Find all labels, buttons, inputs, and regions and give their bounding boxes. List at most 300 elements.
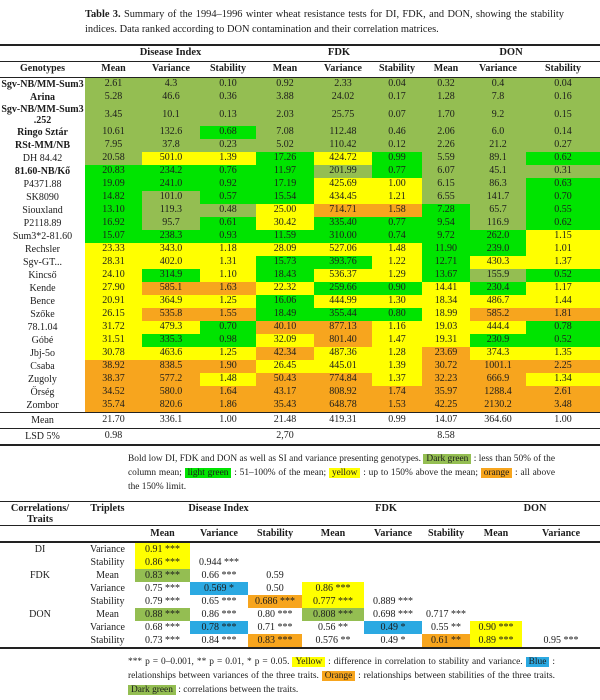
correlation-cell [522,582,600,595]
value-cell: 11.97 [256,165,314,178]
value-cell: 20.58 [85,152,142,165]
genotype-row [0,91,600,104]
value-cell: 0.32 [422,77,470,91]
genotype-name: Rechsler [25,243,60,255]
value-cell: 445.01 [314,360,372,373]
value-cell: 310.00 [314,230,372,243]
genotype-name: Csaba [30,360,55,372]
correlation-cell [302,569,364,582]
genotype-name: Sgv-NB/MM-Sum3 [1,78,84,90]
value-cell: 238.3 [142,230,200,243]
genotype-row [0,126,600,139]
value-cell: 580.0 [142,386,200,399]
correlation-cell: 0.91 *** [135,542,190,556]
genotype-name: DH 84.42 [22,152,63,164]
value-cell: 536.37 [314,269,372,282]
correlation-cell: 0.944 *** [199,556,239,568]
legend-swatch: Dark green [128,685,176,695]
value-cell: 2.33 [314,77,372,91]
value-cell: 0.04 [526,77,600,91]
column-header-variance: Variance [470,61,526,77]
value-cell: 0.27 [526,139,600,152]
correlation-cell [522,556,600,569]
value-cell: 241.0 [142,178,200,191]
value-cell: 26.45 [256,360,314,373]
value-cell: 119.3 [142,204,200,217]
value-cell: 13.67 [422,269,470,282]
column-header-genotypes: Genotypes [0,61,85,77]
value-cell: 9.2 [470,104,526,126]
correlation-cell [364,582,422,595]
color-legend-note [128,452,555,494]
value-cell: 374.3 [470,347,526,360]
value-cell: 479.3 [142,321,200,334]
value-cell: 2.61 [85,77,142,91]
genotype-row [0,386,600,399]
value-cell: 230.4 [470,282,526,295]
value-cell: 2.25 [526,360,600,373]
correlation-cell [422,595,470,608]
value-cell: 15.07 [85,230,142,243]
value-cell: 5.59 [422,152,470,165]
value-cell [372,428,422,445]
correlation-cell: 0.86 *** [201,608,237,620]
value-cell: 42.34 [256,347,314,360]
value-cell: 17.19 [256,178,314,191]
value-cell: 1.25 [200,347,256,360]
correlation-table [0,501,600,649]
value-cell: 0.99 [372,152,422,165]
value-cell: 27.90 [85,282,142,295]
genotype-row [0,191,600,204]
corr-subheader-variance: Variance [190,525,248,542]
value-cell: 808.92 [314,386,372,399]
value-cell: 1.86 [200,399,256,413]
genotype-name: Szőke [30,308,55,320]
value-cell: 425.69 [314,178,372,191]
value-cell: 6.07 [422,165,470,178]
correlation-cell [364,542,422,556]
value-cell: 10.61 [85,126,142,139]
value-cell: 21.2 [470,139,526,152]
genotype-name: Sgv-NB/MM-Sum3 .252 [1,103,84,126]
value-cell: 2,70 [256,428,314,445]
value-cell: 444.4 [470,321,526,334]
value-cell: 6.15 [422,178,470,191]
value-cell: 21.70 [85,412,142,428]
value-cell: 3.88 [256,91,314,104]
value-cell: 0.78 [526,321,600,334]
value-cell: 1.30 [372,295,422,308]
table-caption [85,8,564,38]
note-text: : 51–100% of the mean; [231,467,329,478]
column-header-variance: Variance [314,61,372,77]
value-cell: 9.54 [422,217,470,230]
column-header-row [0,61,600,77]
value-cell: 0.77 [372,217,422,230]
value-cell: 335.3 [142,334,200,347]
value-cell: 21.48 [256,412,314,428]
value-cell: 0.16 [526,91,600,104]
genotype-name: Zombor [26,399,59,411]
genotype-row [0,204,600,217]
value-cell: 0.62 [526,152,600,165]
genotype-row [0,347,600,360]
triplet-label: Variance [90,543,125,555]
value-cell: 7.95 [85,139,142,152]
value-cell: 19.03 [422,321,470,334]
genotype-name: SK8090 [26,191,59,203]
correlation-row [0,542,600,556]
value-cell: 11.90 [422,243,470,256]
value-cell: 1.28 [372,347,422,360]
value-cell: 112.48 [314,126,372,139]
value-cell: 527.06 [314,243,372,256]
value-cell: 132.6 [142,126,200,139]
value-cell: 1.22 [372,256,422,269]
note-text: : relationships between stabilities of the three traits. [355,670,555,681]
value-cell: 230.9 [470,334,526,347]
value-cell: 42.25 [422,399,470,413]
corr-header-correlations-traits: Correlations/ Traits [0,501,80,525]
correlation-cell: 0.80 *** [257,608,293,620]
triplet-label: Mean [96,608,119,620]
value-cell: 35.74 [85,399,142,413]
genotype-name: P2118.89 [23,217,62,229]
genotype-row [0,243,600,256]
correlation-cell [302,542,364,556]
genotype-row [0,308,600,321]
corr-sub-header-row [0,525,600,542]
correlation-cell [470,595,522,608]
value-cell: 0.76 [200,165,256,178]
genotype-name: Ringo Sztár [17,126,68,138]
value-cell: 7.28 [422,204,470,217]
correlation-cell: 0.86 *** [302,582,364,595]
value-cell: 116.9 [470,217,526,230]
value-cell: 1.10 [200,269,256,282]
genotype-name: P4371.88 [23,178,62,190]
genotype-name: Sgv-GT... [23,256,62,268]
genotype-row [0,282,600,295]
value-cell: 19.09 [85,178,142,191]
genotype-row [0,230,600,243]
note-text: : less than 50% of the column mean; [128,453,555,478]
value-cell: 1.53 [372,399,422,413]
correlation-cell: 0.56 ** [318,621,349,633]
legend-swatch: Blue [526,657,550,667]
genotype-name: Sum3*2-81.60 [12,230,73,242]
note-text: : up to 150% above the mean; [360,467,481,478]
genotype-row [0,412,600,428]
value-cell: 15.73 [256,256,314,269]
correlation-cell [422,542,470,556]
correlation-cell: 0.83 *** [248,634,302,648]
genotype-row [0,428,600,445]
column-header-mean: Mean [422,61,470,77]
main-table [0,44,600,446]
value-cell: 40.10 [256,321,314,334]
value-cell: 24.02 [314,91,372,104]
value-cell: 8.58 [422,428,470,445]
note-text: : difference in correlation to stability and variance. [325,656,526,667]
trait-label: FDK [29,569,50,581]
correlation-cell [364,569,422,582]
correlation-cell: 0.95 *** [543,634,579,646]
value-cell: 1.39 [372,360,422,373]
value-cell: 1.34 [526,373,600,386]
value-cell: 0.61 [200,217,256,230]
correlation-cell: 0.86 *** [135,556,190,569]
value-cell: 0.92 [256,77,314,91]
value-cell: 86.3 [470,178,526,191]
value-cell: 577.2 [142,373,200,386]
column-header-stability: Stability [526,61,600,77]
value-cell: 110.42 [314,139,372,152]
correlation-row [0,621,600,634]
correlation-cell [190,542,248,556]
value-cell: 1.29 [372,269,422,282]
value-cell: 20.91 [85,295,142,308]
genotype-name: Kende [29,282,56,294]
value-cell: 820.6 [142,399,200,413]
correlation-cell [422,556,470,569]
correlation-cell [470,556,522,569]
value-cell: 23.69 [422,347,470,360]
legend-swatch: Dark green [423,454,471,464]
correlation-cell: 0.75 *** [145,582,180,594]
value-cell: 18.43 [256,269,314,282]
correlation-cell: 0.61 ** [422,634,470,648]
value-cell: 89.1 [470,152,526,165]
value-cell: 259.66 [314,282,372,295]
value-cell: 364.60 [470,412,526,428]
correlation-row [0,582,600,595]
genotype-row [0,269,600,282]
value-cell: 11.59 [256,230,314,243]
value-cell: 16.06 [256,295,314,308]
value-cell: 14.41 [422,282,470,295]
value-cell: 335.40 [314,217,372,230]
value-cell: 17.26 [256,152,314,165]
value-cell: 487.36 [314,347,372,360]
value-cell: 0.68 [200,126,256,139]
value-cell: 13.10 [85,204,142,217]
value-cell: 25.00 [256,204,314,217]
value-cell: 35.43 [256,399,314,413]
triplet-label: Variance [90,582,125,594]
value-cell: 535.8 [142,308,200,321]
value-cell: 0.12 [372,139,422,152]
column-header-stability: Stability [372,61,422,77]
genotype-name: Bence [30,295,55,307]
correlation-cell [422,569,470,582]
value-cell: 0.99 [372,412,422,428]
value-cell: 28.09 [256,243,314,256]
value-cell [470,428,526,445]
genotype-row [0,334,600,347]
correlation-cell: 0.68 *** [145,621,180,633]
value-cell: 1.31 [200,256,256,269]
value-cell: 16.92 [85,217,142,230]
correlation-cell [470,608,522,621]
correlation-cell: 0.79 *** [145,595,180,607]
genotype-row [0,217,600,230]
value-cell: 35.97 [422,386,470,399]
correlation-cell [522,542,600,556]
value-cell: 1.58 [372,204,422,217]
value-cell: 393.76 [314,256,372,269]
significance-footnote [128,655,555,697]
genotype-row [0,321,600,334]
correlation-row [0,595,600,608]
genotype-name: Siouxland [22,204,63,216]
note-text: : correlations between the traits. [175,685,299,696]
value-cell: 5.28 [85,91,142,104]
note-text: : relationships between variances of the three traits. [128,656,556,681]
corr-subheader-variance: Variance [522,525,600,542]
value-cell: 30.42 [256,217,314,230]
value-cell: 30.78 [85,347,142,360]
correlation-cell [248,556,302,569]
value-cell: 31.72 [85,321,142,334]
value-cell: 1001.1 [470,360,526,373]
trait-label [0,595,80,608]
value-cell: 585.1 [142,282,200,295]
genotype-row [0,77,600,91]
value-cell: 10.1 [142,104,200,126]
value-cell: 2.26 [422,139,470,152]
value-cell [200,428,256,445]
genotype-name: Őrség [30,386,55,398]
correlation-row [0,556,600,569]
value-cell: 714.71 [314,204,372,217]
corr-subheader-variance: Variance [364,525,422,542]
corr-subheader-mean: Mean [302,525,364,542]
triplet-label: Stability [90,556,125,568]
value-cell: 1.18 [200,243,256,256]
correlation-cell [470,582,522,595]
correlation-cell: 0.55 ** [431,621,462,633]
value-cell: 0.55 [526,204,600,217]
legend-swatch: orange [481,468,513,478]
genotype-name: LSD 5% [0,428,85,445]
value-cell: 26.15 [85,308,142,321]
trait-label [0,556,80,569]
value-cell: 838.5 [142,360,200,373]
value-cell: 501.0 [142,152,200,165]
triplet-label: Stability [90,634,125,646]
group-header-don: DON [422,45,600,62]
corr-subheader-stability: Stability [248,525,302,542]
trait-label [0,634,80,648]
correlation-cell: 0.83 *** [135,569,190,582]
genotype-row [0,399,600,413]
value-cell: 0.46 [372,126,422,139]
value-cell: 0.57 [200,191,256,204]
genotype-name: 78.1.04 [27,321,58,333]
value-cell: 0.98 [85,428,142,445]
value-cell: 0.80 [372,308,422,321]
value-cell: 20.83 [85,165,142,178]
genotype-name: Kincső [28,269,57,281]
value-cell: 0.48 [200,204,256,217]
value-cell: 0.98 [200,334,256,347]
genotype-row [0,295,600,308]
value-cell: 19.31 [422,334,470,347]
caption-text: Summary of the 1994–1996 winter wheat resistance tests for DI, FDK, and DON, showing the stability indices. Data ranked according to DON contamination and their correlation matrices. [85,9,564,35]
value-cell: 0.52 [526,334,600,347]
genotype-row [0,104,600,126]
value-cell: 0.13 [200,104,256,126]
value-cell: 3.48 [526,399,600,413]
column-header-stability: Stability [200,61,256,77]
value-cell: 434.45 [314,191,372,204]
value-cell: 1.00 [200,412,256,428]
value-cell: 201.99 [314,165,372,178]
correlation-cell: 0.89 *** [470,634,522,648]
column-header-mean: Mean [256,61,314,77]
value-cell: 1.21 [372,191,422,204]
correlation-cell: 0.88 *** [135,608,190,621]
correlation-cell: 0.49 * [380,634,406,646]
corr-group-header-don: DON [470,501,600,525]
value-cell: 0.77 [372,165,422,178]
value-cell: 1.48 [372,243,422,256]
value-cell: 801.40 [314,334,372,347]
value-cell: 155.9 [470,269,526,282]
value-cell: 1.37 [526,256,600,269]
genotype-name: RSt-MM/NB [15,139,70,151]
value-cell: 402.0 [142,256,200,269]
value-cell: 0.92 [200,178,256,191]
empty-cell [0,45,85,62]
value-cell: 0.74 [372,230,422,243]
correlation-row [0,634,600,648]
value-cell: 1.47 [372,334,422,347]
value-cell: 24.10 [85,269,142,282]
value-cell: 648.78 [314,399,372,413]
value-cell: 32.23 [422,373,470,386]
value-cell: 14.07 [422,412,470,428]
correlation-row [0,569,600,582]
genotype-name: Zugoly [28,373,57,385]
correlation-cell: 0.90 *** [470,621,522,634]
value-cell: 419.31 [314,412,372,428]
correlation-cell: 0.50 [266,582,284,594]
correlation-cell [364,556,422,569]
note-text: Bold low DI, FDK and DON as well as SI and variance presenting genotypes. [128,453,424,464]
value-cell: 343.0 [142,243,200,256]
trait-label [0,621,80,634]
genotype-name: Arina [30,91,55,103]
legend-swatch: Orange [322,671,356,681]
value-cell: 1.00 [372,178,422,191]
correlation-cell: 0.717 *** [426,608,467,620]
column-header-mean: Mean [85,61,142,77]
value-cell: 0.36 [200,91,256,104]
value-cell: 1.48 [200,373,256,386]
value-cell: 1.81 [526,308,600,321]
genotype-row [0,373,600,386]
value-cell: 0.04 [372,77,422,91]
trait-label: DI [34,543,46,555]
value-cell: 1.28 [422,91,470,104]
value-cell: 15.54 [256,191,314,204]
value-cell: 2.61 [526,386,600,399]
value-cell: 18.99 [422,308,470,321]
value-cell: 0.70 [200,321,256,334]
